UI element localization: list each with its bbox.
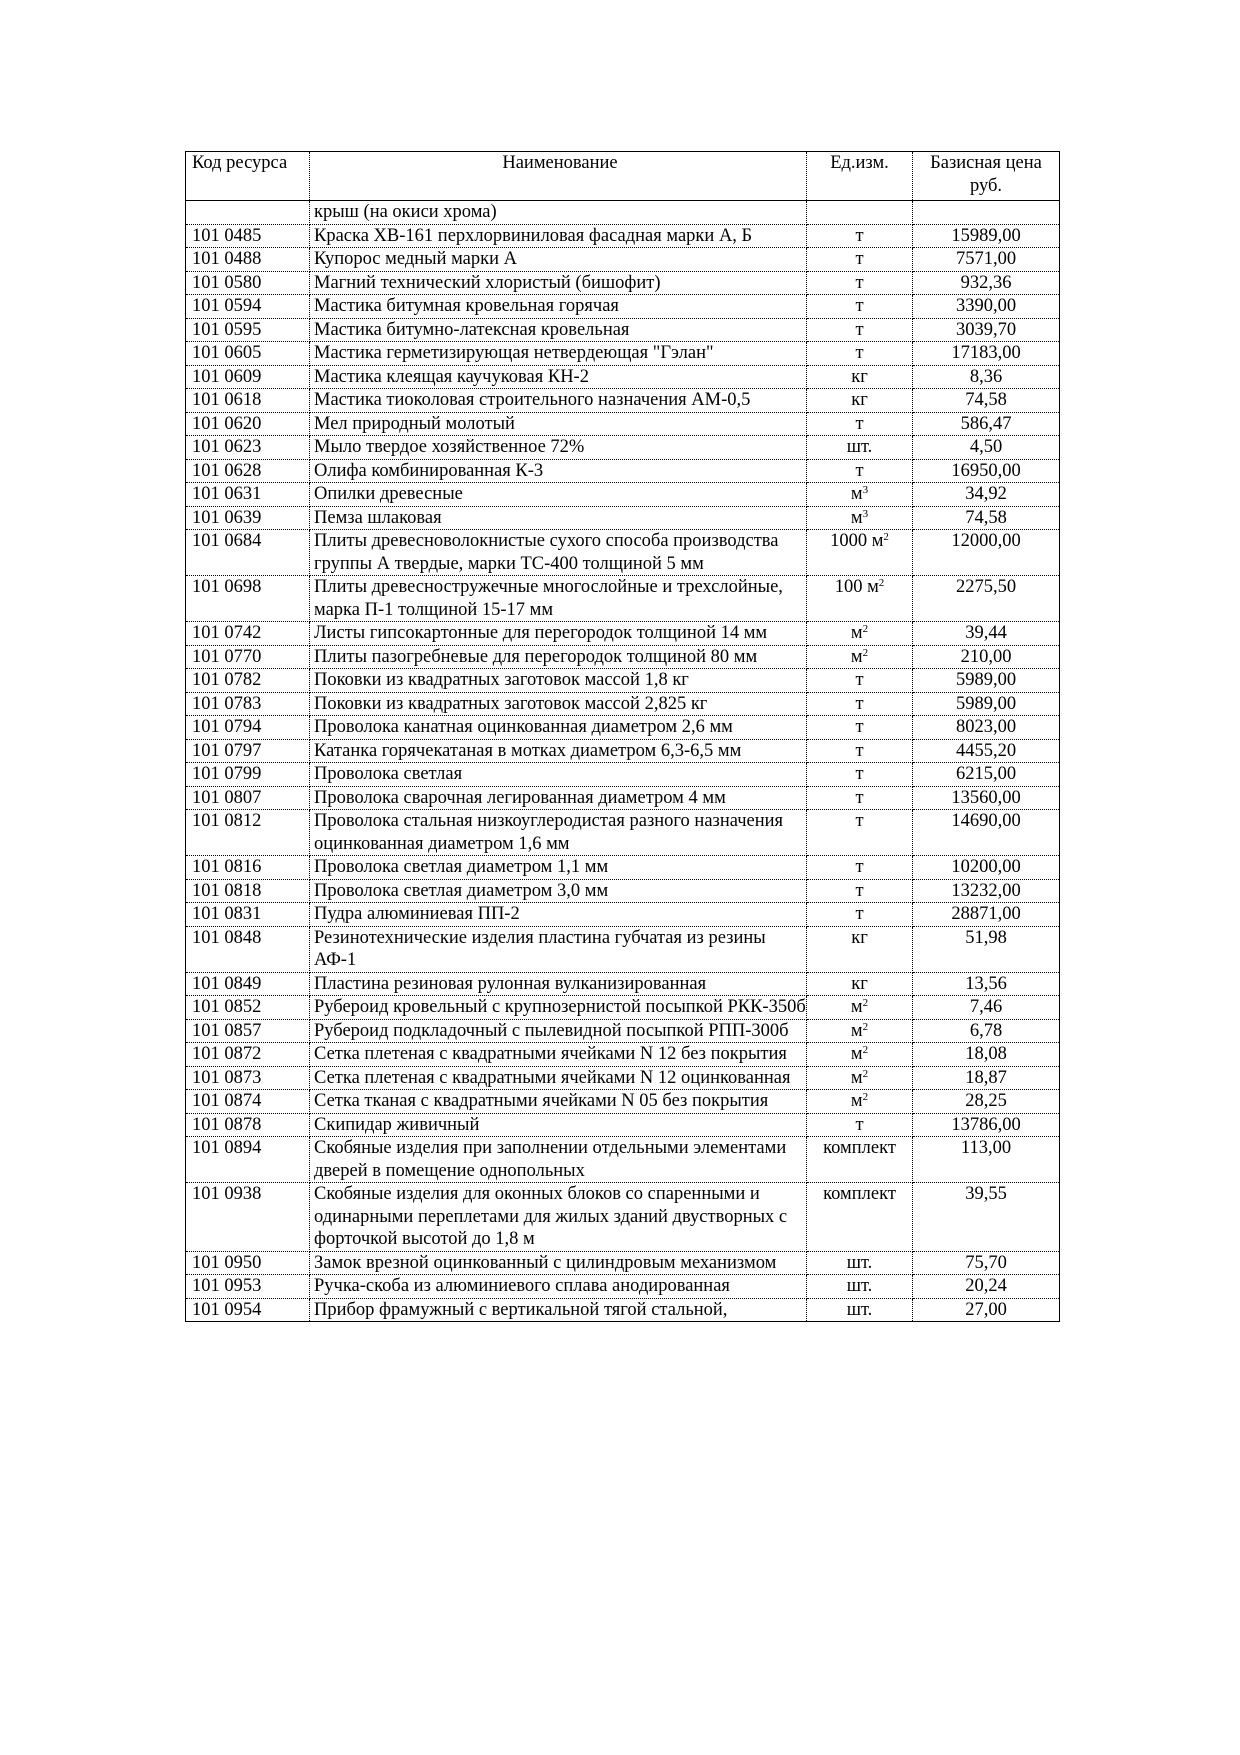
cell-code: 101 0794 [186,716,310,740]
cell-code: 101 0878 [186,1113,310,1137]
cell-name: Сетка плетеная с квадратными ячейками N 12 оцинкованная [310,1066,807,1090]
cell-price: 17183,00 [913,342,1060,366]
header-price: Базисная цена руб. [913,152,1060,201]
cell-price: 75,70 [913,1251,1060,1275]
cell-price: 113,00 [913,1137,1060,1183]
cell-code: 101 0620 [186,412,310,436]
cell-unit [807,483,913,507]
cell-name: Проволока светлая диаметром 3,0 мм [310,879,807,903]
cell-unit [807,271,913,295]
cell-unit [807,739,913,763]
cell-unit [807,506,913,530]
cell-unit [807,972,913,996]
unit-text: м [850,1091,863,1111]
cell-name: Магний технический хлористый (бишофит) [310,271,807,295]
cell-name: Замок врезной оцинкованный с цилиндровым механизмом [310,1251,807,1275]
cell-code: 101 0782 [186,669,310,693]
cell-unit [807,295,913,319]
unit-text: т [855,787,864,808]
cell-name: Скобяные изделия при заполнении отдельными элементами дверей в помещение однопольных [310,1137,807,1183]
table-row [186,622,1060,646]
table-row [186,1183,1060,1252]
unit-text: т [855,857,864,877]
cell-code: 101 0873 [186,1066,310,1090]
cell-price: 13,56 [913,972,1060,996]
cell-name: Ручка-скоба из алюминиевого сплава анодированная [310,1275,807,1299]
table-row [186,739,1060,763]
cell-name: Сетка тканая с квадратными ячейками N 05 без покрытия [310,1090,807,1114]
unit-text: т [855,670,864,690]
unit-text: шт. [846,437,873,457]
cell-name: Олифа комбинированная К-3 [310,459,807,483]
unit-text: т [855,343,864,363]
cell-price: 7,46 [913,996,1060,1020]
cell-code: 101 0799 [186,763,310,787]
cell-price [913,201,1060,225]
cell-name: Поковки из квадратных заготовок массой 1,8 кг [310,669,807,693]
cell-unit [807,365,913,389]
table-row [186,763,1060,787]
cell-unit [807,1183,913,1252]
unit-text: т [855,413,864,434]
cell-code: 101 0742 [186,622,310,646]
cell-name: Рубероид кровельный с крупнозернистой посыпкой РКК-350б [310,996,807,1020]
table-row [186,1275,1060,1299]
cell-unit [807,645,913,669]
cell-price: 13560,00 [913,786,1060,810]
cell-unit [807,786,913,810]
cell-unit [807,996,913,1020]
unit-text: м [850,484,863,504]
cell-price: 34,92 [913,483,1060,507]
table-row [186,996,1060,1020]
cell-name: Скобяные изделия для оконных блоков со спаренными и одинарными переплетами для жилых зданий двустворных с форточкой высотой до 1,8 м [310,1183,807,1252]
cell-price: 16950,00 [913,459,1060,483]
cell-unit [807,810,913,856]
cell-code: 101 0872 [186,1043,310,1067]
table-row [186,716,1060,740]
cell-price: 8023,00 [913,716,1060,740]
table-row [186,786,1060,810]
table-row [186,1066,1060,1090]
cell-unit [807,224,913,248]
cell-price: 3039,70 [913,318,1060,342]
cell-unit [807,622,913,646]
unit-text: шт. [846,1252,873,1273]
table-row [186,1019,1060,1043]
cell-unit [807,1066,913,1090]
cell-price: 20,24 [913,1275,1060,1299]
unit-text: т [855,811,864,831]
unit-text: кг [851,390,868,410]
cell-unit [807,926,913,972]
cell-price: 14690,00 [913,810,1060,856]
cell-name: крыш (на окиси хрома) [310,201,807,225]
table-body [186,201,1060,1322]
cell-price: 6,78 [913,1019,1060,1043]
unit-superscript: 2 [862,1091,869,1103]
table-row [186,1298,1060,1322]
cell-unit [807,1298,913,1322]
cell-code: 101 0770 [186,645,310,669]
cell-code: 101 0950 [186,1251,310,1275]
cell-price: 13786,00 [913,1113,1060,1137]
cell-unit [807,412,913,436]
table-row [186,903,1060,927]
unit-text: м [850,997,863,1017]
table-row [186,483,1060,507]
cell-unit [807,248,913,272]
table-row [186,1090,1060,1114]
cell-code: 101 0797 [186,739,310,763]
cell-price: 4,50 [913,436,1060,460]
unit-superscript: 2 [883,531,889,543]
cell-name: Мыло твердое хозяйственное 72% [310,436,807,460]
cell-code: 101 0954 [186,1298,310,1322]
cell-unit [807,1043,913,1067]
unit-superscript: 2 [862,1020,869,1033]
cell-name: Проволока стальная низкоуглеродистая разного назначения оцинкованная диаметром 1,6 мм [310,810,807,856]
table-row [186,692,1060,716]
cell-name: Рубероид подкладочный с пылевидной посыпкой РПП-300б [310,1019,807,1043]
cell-code: 101 0783 [186,692,310,716]
table-row [186,1137,1060,1183]
table-row [186,879,1060,903]
cell-name: Мастика битумно-латексная кровельная [310,318,807,342]
cell-code: 101 0894 [186,1137,310,1183]
cell-code: 101 0488 [186,248,310,272]
cell-unit [807,1113,913,1137]
cell-code: 101 0609 [186,365,310,389]
cell-unit [807,1019,913,1043]
cell-code: 101 0580 [186,271,310,295]
cell-unit [807,763,913,787]
table-row [186,926,1060,972]
cell-unit [807,389,913,413]
cell-price: 10200,00 [913,856,1060,880]
cell-code: 101 0639 [186,506,310,530]
cell-price: 13232,00 [913,879,1060,903]
cell-unit [807,576,913,622]
table-row [186,436,1060,460]
unit-superscript: 3 [862,484,869,496]
cell-price: 2275,50 [913,576,1060,622]
cell-unit [807,903,913,927]
cell-unit [807,692,913,716]
cell-name: Прибор фрамужный с вертикальной тягой стальной, [310,1298,807,1322]
unit-text: кг [851,973,868,994]
unit-text: 1000 м [830,531,884,551]
cell-code: 101 0953 [186,1275,310,1299]
unit-text: т [855,460,864,481]
cell-name: Проволока сварочная легированная диаметром 4 мм [310,786,807,810]
unit-text: 100 м [834,577,879,597]
cell-unit [807,669,913,693]
cell-name: Проволока светлая [310,763,807,787]
cell-price: 210,00 [913,645,1060,669]
unit-text: т [855,764,864,784]
unit-text: т [855,740,864,761]
table-row [186,459,1060,483]
table-row [186,342,1060,366]
cell-unit [807,1275,913,1299]
cell-price: 18,87 [913,1066,1060,1090]
cell-name: Плиты древесноволокнистые сухого способа производства группы А твердые, марки ТС-400 толщиной 5 мм [310,530,807,576]
cell-price: 51,98 [913,926,1060,972]
cell-code: 101 0698 [186,576,310,622]
cell-code: 101 0594 [186,295,310,319]
header-unit: Ед.изм. [807,152,913,201]
cell-price: 74,58 [913,389,1060,413]
unit-text: т [855,319,864,340]
unit-text: т [855,880,864,901]
table-row [186,856,1060,880]
cell-name: Проволока светлая диаметром 1,1 мм [310,856,807,880]
unit-text: т [855,272,864,293]
table-row [186,389,1060,413]
unit-text: т [855,1114,864,1135]
cell-unit [807,342,913,366]
cell-unit [807,459,913,483]
table-row [186,318,1060,342]
cell-name: Плиты древесностружечные многослойные и трехслойные, марка П-1 толщиной 15-17 мм [310,576,807,622]
unit-superscript: 2 [862,1067,869,1080]
cell-name: Пемза шлаковая [310,506,807,530]
unit-text: м [850,646,863,667]
cell-price: 4455,20 [913,739,1060,763]
cell-code: 101 0857 [186,1019,310,1043]
table-row [186,576,1060,622]
cell-code: 101 0595 [186,318,310,342]
cell-unit [807,716,913,740]
unit-superscript: 2 [862,997,869,1009]
cell-unit [807,318,913,342]
cell-code: 101 0938 [186,1183,310,1252]
cell-price: 27,00 [913,1298,1060,1322]
unit-superscript: 2 [862,623,869,635]
unit-text: м [850,1044,863,1064]
table-row [186,645,1060,669]
cell-code: 101 0684 [186,530,310,576]
unit-superscript: 2 [862,646,869,659]
cell-unit [807,856,913,880]
cell-code: 101 0852 [186,996,310,1020]
cell-price: 5989,00 [913,669,1060,693]
cell-unit [807,1251,913,1275]
table-row [186,412,1060,436]
cell-price: 8,36 [913,365,1060,389]
table-row [186,248,1060,272]
table-row [186,365,1060,389]
unit-text: т [855,225,864,246]
cell-name: Мастика битумная кровельная горячая [310,295,807,319]
cell-name: Мел природный молотый [310,412,807,436]
cell-name: Мастика герметизирующая нетвердеющая "Гэлан" [310,342,807,366]
cell-code: 101 0812 [186,810,310,856]
unit-text: т [855,296,864,316]
cell-price: 28,25 [913,1090,1060,1114]
cell-code: 101 0818 [186,879,310,903]
cell-name: Плиты пазогребневые для перегородок толщиной 80 мм [310,645,807,669]
cell-code: 101 0485 [186,224,310,248]
table-row [186,1113,1060,1137]
cell-price: 18,08 [913,1043,1060,1067]
price-table [185,151,1060,1322]
unit-text: т [855,249,864,269]
cell-code: 101 0848 [186,926,310,972]
unit-superscript: 2 [878,577,885,589]
table-row [186,810,1060,856]
cell-code: 101 0623 [186,436,310,460]
header-name: Наименование [310,152,807,201]
cell-name: Пудра алюминиевая ПП-2 [310,903,807,927]
table-row [186,1043,1060,1067]
cell-price: 39,44 [913,622,1060,646]
cell-price: 5989,00 [913,692,1060,716]
table-row [186,295,1060,319]
cell-name: Скипидар живичный [310,1113,807,1137]
table-row [186,271,1060,295]
cell-price: 39,55 [913,1183,1060,1252]
cell-name: Пластина резиновая рулонная вулканизированная [310,972,807,996]
cell-price: 6215,00 [913,763,1060,787]
cell-code: 101 0628 [186,459,310,483]
unit-superscript: 2 [862,1044,869,1056]
unit-text: м [850,1020,863,1041]
cell-price: 932,36 [913,271,1060,295]
table-row [186,506,1060,530]
cell-code: 101 0816 [186,856,310,880]
cell-price: 7571,00 [913,248,1060,272]
cell-unit [807,1090,913,1114]
table-row [186,201,1060,225]
cell-name: Купорос медный марки А [310,248,807,272]
cell-price: 3390,00 [913,295,1060,319]
unit-text: шт. [846,1299,873,1320]
table-row [186,224,1060,248]
table-row [186,1251,1060,1275]
unit-text: т [855,717,864,737]
cell-unit [807,879,913,903]
unit-text: м [850,1067,863,1088]
cell-name: Краска ХВ-161 перхлорвиниловая фасадная марки А, Б [310,224,807,248]
cell-name: Мастика тиоколовая строительного назначения АМ-0,5 [310,389,807,413]
table-row [186,972,1060,996]
cell-unit [807,201,913,225]
unit-text: м [850,507,863,528]
cell-unit [807,1137,913,1183]
cell-code: 101 0849 [186,972,310,996]
cell-code [186,201,310,225]
unit-text: м [850,623,863,643]
cell-name: Листы гипсокартонные для перегородок толщиной 14 мм [310,622,807,646]
unit-text: т [855,693,864,714]
cell-code: 101 0631 [186,483,310,507]
cell-price: 28871,00 [913,903,1060,927]
cell-name: Поковки из квадратных заготовок массой 2,825 кг [310,692,807,716]
cell-code: 101 0874 [186,1090,310,1114]
unit-text: кг [851,927,868,948]
table-row [186,669,1060,693]
cell-code: 101 0807 [186,786,310,810]
cell-unit [807,436,913,460]
cell-unit [807,530,913,576]
cell-name: Сетка плетеная с квадратными ячейками N 12 без покрытия [310,1043,807,1067]
cell-name: Резинотехнические изделия пластина губчатая из резины АФ-1 [310,926,807,972]
cell-price: 586,47 [913,412,1060,436]
unit-superscript: 3 [862,507,869,520]
table-header-row [186,152,1060,201]
unit-text: кг [851,366,868,387]
table-row [186,530,1060,576]
cell-name: Катанка горячекатаная в мотках диаметром 6,3-6,5 мм [310,739,807,763]
cell-price: 15989,00 [913,224,1060,248]
header-code: Код ресурса [186,152,310,201]
unit-text: комплект [823,1138,896,1158]
cell-price: 74,58 [913,506,1060,530]
cell-code: 101 0618 [186,389,310,413]
cell-code: 101 0831 [186,903,310,927]
unit-text: шт. [846,1276,873,1296]
cell-name: Опилки древесные [310,483,807,507]
unit-text: комплект [823,1184,896,1204]
unit-text: т [855,904,864,924]
cell-name: Проволока канатная оцинкованная диаметром 2,6 мм [310,716,807,740]
cell-code: 101 0605 [186,342,310,366]
cell-price: 12000,00 [913,530,1060,576]
cell-name: Мастика клеящая каучуковая КН-2 [310,365,807,389]
